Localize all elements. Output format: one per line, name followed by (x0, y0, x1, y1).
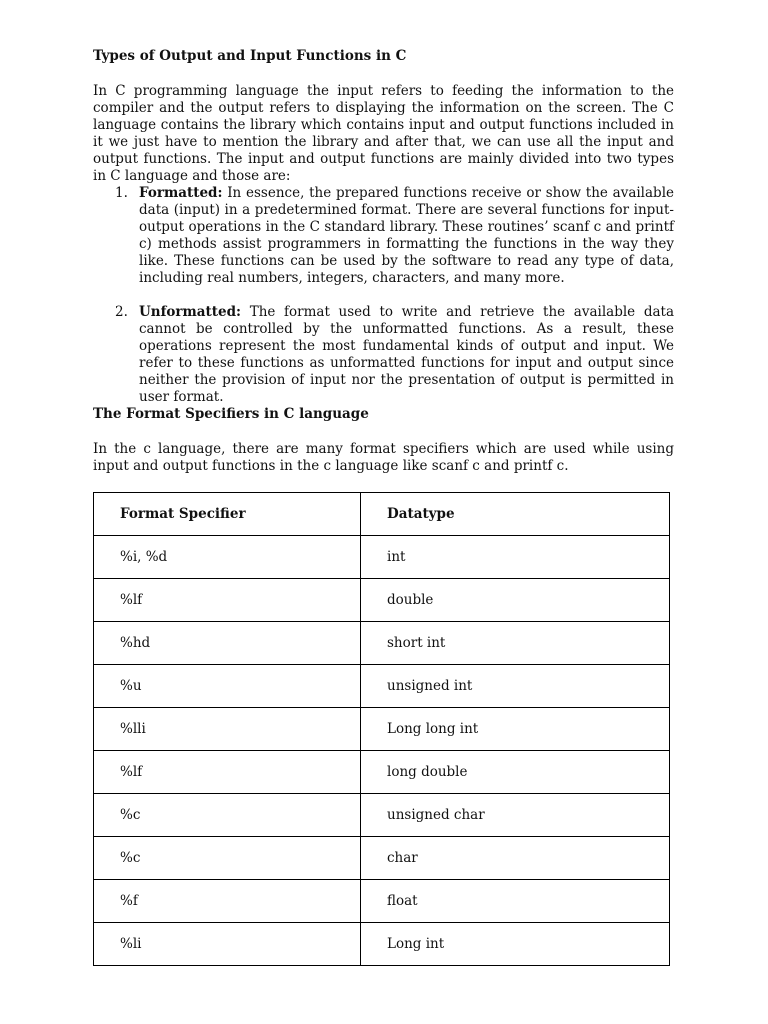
cell-datatype: unsigned int (361, 665, 670, 708)
table-row (94, 536, 670, 579)
list-description: The format used to write and retrieve the available data cannot be controlled by the unformatted functions. As a result, these operations represent the most fundamental kinds of output and input. We refer to these functions as unformatted functions for input and output since neither the provision of input nor the presentation of output is permitted in user format. (139, 304, 674, 405)
header-format-specifier: Format Specifier (94, 493, 361, 536)
table-row (94, 579, 670, 622)
cell-datatype: Long int (361, 923, 670, 966)
table-row (94, 665, 670, 708)
cell-specifier: %u (94, 665, 361, 708)
cell-specifier: %f (94, 880, 361, 923)
table-row (94, 923, 670, 966)
cell-datatype: unsigned char (361, 794, 670, 837)
cell-specifier: %c (94, 837, 361, 880)
cell-datatype: double (361, 579, 670, 622)
cell-datatype: short int (361, 622, 670, 665)
section-title-format-specifiers: The Format Specifiers in C language (93, 406, 369, 422)
cell-datatype: char (361, 837, 670, 880)
cell-datatype: long double (361, 751, 670, 794)
list-item-text (139, 304, 674, 406)
section-title-io-functions: Types of Output and Input Functions in C (93, 48, 407, 64)
cell-specifier: %lf (94, 751, 361, 794)
table-row (94, 837, 670, 880)
list-description: In essence, the prepared functions receive or show the available data (input) in a predetermined format. There are several functions for input-output operations in the C standard library. These routines’ scanf c and printf c) methods assist programmers in formatting the functions in the way they like. These functions can be used by the software to read any type of data, including real numbers, integers, characters, and many more. (139, 185, 674, 286)
list-term: Formatted: (139, 185, 223, 201)
table-row (94, 622, 670, 665)
list-item-text (139, 185, 674, 287)
intro-paragraph: In C programming language the input refers to feeding the information to the compiler and the output refers to displaying the information on the screen. The C language contains the library which contains input and output functions included in it we just have to mention the library and after that, we can use all the input and output functions. The input and output functions are mainly divided into two types in C language and those are: (93, 83, 674, 184)
table-header-row (94, 493, 670, 536)
cell-specifier: %lf (94, 579, 361, 622)
cell-datatype: int (361, 536, 670, 579)
list-item-unformatted (93, 304, 674, 406)
cell-specifier: %lli (94, 708, 361, 751)
list-term: Unformatted: (139, 304, 242, 320)
list-number: 2. (115, 304, 128, 320)
cell-datatype: Long long int (361, 708, 670, 751)
cell-specifier: %li (94, 923, 361, 966)
list-number: 1. (115, 185, 128, 201)
format-specifier-table (93, 492, 670, 966)
table-row (94, 708, 670, 751)
format-specifiers-paragraph: In the c language, there are many format specifiers which are used while using input and output functions in the c language like scanf c and printf c. (93, 441, 674, 474)
table-row (94, 880, 670, 923)
header-datatype: Datatype (361, 493, 670, 536)
table-row (94, 794, 670, 837)
cell-specifier: %hd (94, 622, 361, 665)
table-row (94, 751, 670, 794)
cell-specifier: %c (94, 794, 361, 837)
cell-datatype: float (361, 880, 670, 923)
cell-specifier: %i, %d (94, 536, 361, 579)
list-item-formatted (93, 185, 674, 287)
